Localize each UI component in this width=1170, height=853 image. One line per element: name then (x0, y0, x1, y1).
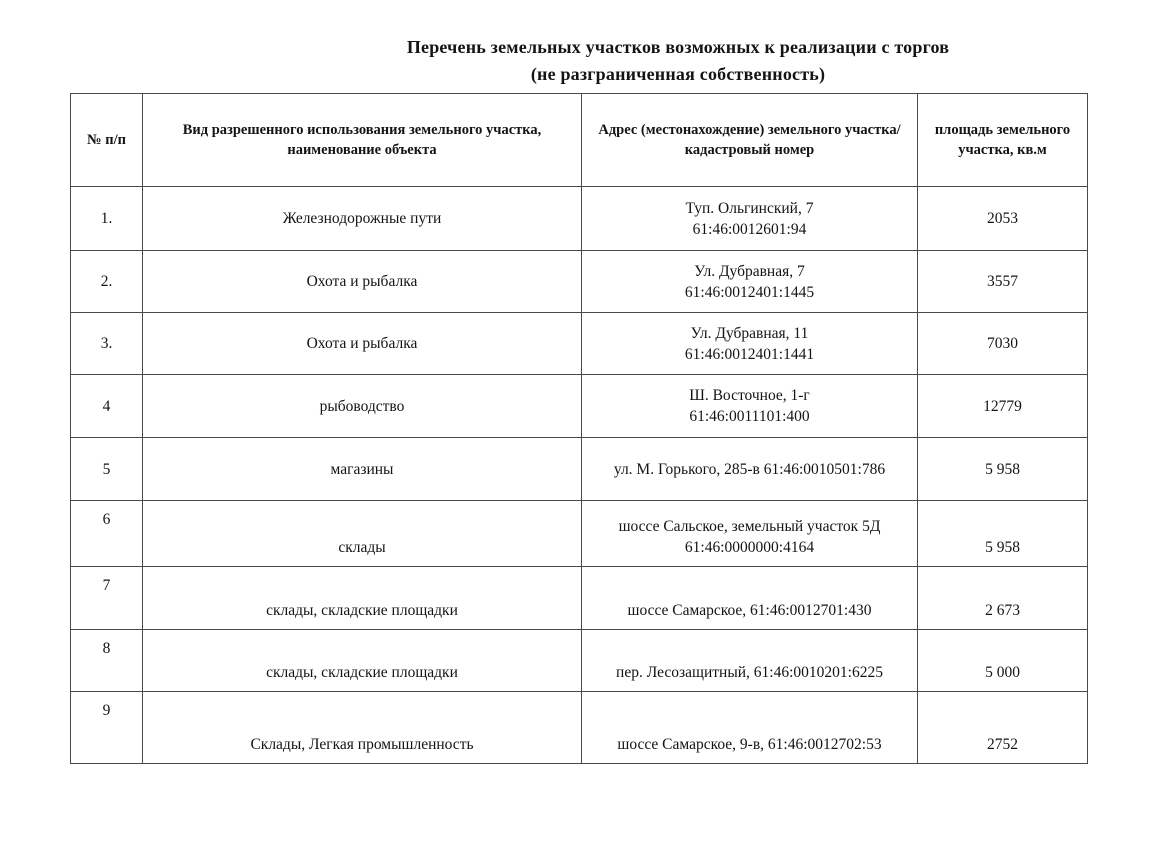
address-line: шоссе Самарское, 9-в, 61:46:0012702:53 (617, 736, 882, 753)
area-cell: 7030 (918, 313, 1088, 375)
table-row (71, 438, 1088, 501)
table-row (71, 313, 1088, 375)
address-line: ул. М. Горького, 285-в 61:46:0010501:786 (613, 460, 886, 478)
cadastral-number: 61:46:0012401:1445 (684, 283, 815, 301)
table-row (71, 375, 1088, 438)
document-title (268, 34, 1088, 88)
table-header (71, 94, 1088, 187)
area-cell: 12779 (918, 375, 1088, 438)
address-line: шоссе Сальское, земельный участок 5Д (618, 518, 881, 535)
document-title-line-1: Перечень земельных участков возможных к реализации с торгов (406, 37, 950, 57)
usage-cell: Склады, Легкая промышленность (143, 692, 582, 764)
table-body (71, 187, 1088, 764)
row-number-cell: 1. (71, 187, 143, 251)
cadastral-number: 61:46:0011101:400 (689, 408, 810, 425)
header-number: № п/п (71, 94, 143, 187)
area-cell: 3557 (918, 251, 1088, 313)
address-cell (582, 630, 918, 692)
row-number-cell: 6 (71, 501, 143, 567)
address-cell (582, 375, 918, 438)
row-number-cell: 9 (71, 692, 143, 764)
address-cell (582, 313, 918, 375)
cadastral-number: 61:46:0012601:94 (692, 220, 807, 238)
address-cell (582, 251, 918, 313)
address-cell (582, 692, 918, 764)
area-cell: 2752 (918, 692, 1088, 764)
table-row (71, 630, 1088, 692)
cadastral-number: 61:46:0012401:1441 (684, 345, 815, 363)
header-row (71, 94, 1088, 187)
usage-cell: склады, складские площадки (143, 630, 582, 692)
table-row (71, 187, 1088, 251)
usage-cell: Охота и рыбалка (143, 313, 582, 375)
row-number-cell: 5 (71, 438, 143, 501)
cadastral-number: 61:46:0000000:4164 (684, 539, 815, 556)
table-row (71, 692, 1088, 764)
usage-cell: Охота и рыбалка (143, 251, 582, 313)
address-cell (582, 187, 918, 251)
address-cell (582, 438, 918, 501)
header-area: площадь земельного участка, кв.м (918, 94, 1088, 187)
usage-cell: склады (143, 501, 582, 567)
address-line: шоссе Самарское, 61:46:0012701:430 (627, 602, 872, 619)
row-number-cell: 7 (71, 567, 143, 630)
row-number-cell: 3. (71, 313, 143, 375)
address-line: Ул. Дубравная, 11 (690, 324, 809, 342)
row-number-cell: 8 (71, 630, 143, 692)
address-line: Ул. Дубравная, 7 (694, 262, 805, 280)
document-title-line-2: (не разграниченная собственность) (530, 64, 826, 84)
header-address: Адрес (местонахождение) земельного участка/ кадастровый номер (582, 94, 918, 187)
usage-cell: Железнодорожные пути (143, 187, 582, 251)
row-number-cell: 2. (71, 251, 143, 313)
area-cell: 2053 (918, 187, 1088, 251)
area-cell: 5 000 (918, 630, 1088, 692)
usage-cell: магазины (143, 438, 582, 501)
address-cell (582, 567, 918, 630)
area-cell: 5 958 (918, 438, 1088, 501)
header-usage: Вид разрешенного использования земельного участка, наименование объекта (143, 94, 582, 187)
usage-cell: склады, складские площадки (143, 567, 582, 630)
land-plots-table (70, 93, 1088, 764)
address-cell (582, 501, 918, 567)
row-number-cell: 4 (71, 375, 143, 438)
address-line: пер. Лесозащитный, 61:46:0010201:6225 (616, 664, 883, 681)
table-row (71, 501, 1088, 567)
table-row (71, 567, 1088, 630)
area-cell: 5 958 (918, 501, 1088, 567)
address-line: Ш. Восточное, 1-г (689, 387, 810, 404)
address-line: Туп. Ольгинский, 7 (685, 199, 814, 217)
area-cell: 2 673 (918, 567, 1088, 630)
usage-cell: рыбоводство (143, 375, 582, 438)
table-row (71, 251, 1088, 313)
